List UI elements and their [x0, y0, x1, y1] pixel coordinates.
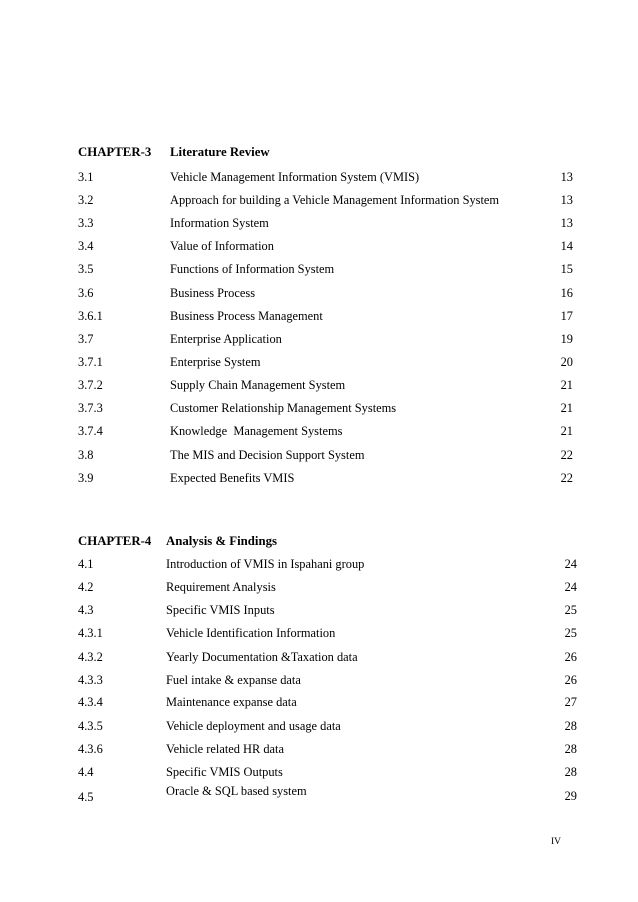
page-number: 14 [560, 239, 573, 253]
section-title: Vehicle Management Information System (VMIS) [170, 170, 420, 184]
toc-entry [0, 307, 638, 325]
section-title: Functions of Information System [170, 262, 335, 276]
section-number: 3.6 [78, 286, 94, 300]
page-number: 13 [560, 216, 573, 230]
section-title: Business Process Management [170, 309, 323, 323]
section-number: 4.3.1 [78, 626, 103, 640]
toc-entry [0, 422, 638, 440]
section-number: 3.4 [78, 239, 94, 253]
chapter-label: CHAPTER-3 [78, 145, 152, 159]
toc-entry [0, 446, 638, 464]
section-number: 3.7.2 [78, 378, 103, 392]
section-title: Supply Chain Management System [170, 378, 346, 392]
section-title: Vehicle deployment and usage data [166, 719, 341, 733]
section-title: Value of Information [170, 239, 274, 253]
toc-entry [0, 284, 638, 302]
page-number: 22 [560, 448, 573, 462]
section-number: 4.3.4 [78, 695, 103, 709]
section-title: Oracle & SQL based system [166, 784, 307, 798]
section-number: 4.4 [78, 765, 94, 779]
page-number: 26 [564, 650, 577, 664]
section-title: Introduction of VMIS in Ispahani group [166, 557, 365, 571]
page-number: 21 [560, 424, 573, 438]
toc-entry [0, 555, 638, 573]
section-number: 3.7.3 [78, 401, 103, 415]
toc-entry [0, 168, 638, 186]
section-title: Yearly Documentation &Taxation data [166, 650, 358, 664]
section-title: Information System [170, 216, 269, 230]
toc-entry [0, 578, 638, 596]
toc-entry [0, 237, 638, 255]
page-number: 24 [564, 580, 577, 594]
section-title: Customer Relationship Management Systems [170, 401, 397, 415]
page-number: 20 [560, 355, 573, 369]
footer-page-number: IV [551, 837, 562, 847]
toc-entry [0, 214, 638, 232]
page-number: 25 [564, 626, 577, 640]
section-number: 4.3.2 [78, 650, 103, 664]
section-title: Maintenance expanse data [166, 695, 297, 709]
chapter-label: CHAPTER-4 [78, 534, 152, 548]
section-number: 3.5 [78, 262, 94, 276]
section-number: 4.3.3 [78, 673, 103, 687]
page-number: 24 [564, 557, 577, 571]
toc-entry [0, 785, 638, 803]
page-number: 22 [560, 471, 573, 485]
section-title: Fuel intake & expanse data [166, 673, 301, 687]
section-number: 3.9 [78, 471, 94, 485]
section-title: Vehicle Identification Information [166, 626, 336, 640]
chapter-4-heading [0, 532, 638, 550]
chapter-title: Literature Review [170, 145, 270, 159]
section-title: Specific VMIS Inputs [166, 603, 275, 617]
section-number: 4.1 [78, 557, 94, 571]
page-number: 13 [560, 170, 573, 184]
toc-entry [0, 330, 638, 348]
toc-entry [0, 740, 638, 758]
page-number: 26 [564, 673, 577, 687]
toc-entry [0, 671, 638, 689]
section-title: The MIS and Decision Support System [170, 448, 365, 462]
toc-entry [0, 648, 638, 666]
section-number: 3.6.1 [78, 309, 103, 323]
section-title: Expected Benefits VMIS [170, 471, 295, 485]
toc-entry [0, 693, 638, 711]
toc-entry [0, 353, 638, 371]
chapter-3-heading [0, 143, 638, 161]
section-title: Requirement Analysis [166, 580, 276, 594]
page-number: 27 [564, 695, 577, 709]
section-number: 4.3.6 [78, 742, 103, 756]
toc-entry [0, 376, 638, 394]
page-number: 15 [560, 262, 573, 276]
page-number: 21 [560, 378, 573, 392]
section-title: Business Process [170, 286, 256, 300]
section-number: 3.3 [78, 216, 94, 230]
section-number: 4.3.5 [78, 719, 103, 733]
toc-entry [0, 601, 638, 619]
section-number: 3.7 [78, 332, 94, 346]
toc-entry [0, 624, 638, 642]
chapter-title: Analysis & Findings [166, 534, 277, 548]
section-title: Enterprise System [170, 355, 261, 369]
section-number: 3.8 [78, 448, 94, 462]
toc-entry [0, 469, 638, 487]
page-number: 19 [560, 332, 573, 346]
section-title: Enterprise Application [170, 332, 282, 346]
section-number: 3.7.1 [78, 355, 103, 369]
page-number: 25 [564, 603, 577, 617]
section-number: 3.2 [78, 193, 94, 207]
section-number: 3.7.4 [78, 424, 103, 438]
section-title: Specific VMIS Outputs [166, 765, 283, 779]
page-number: 28 [564, 765, 577, 779]
page-number: 28 [564, 719, 577, 733]
toc-entry [0, 763, 638, 781]
page-number: 28 [564, 742, 577, 756]
section-number: 4.2 [78, 580, 94, 594]
toc-entry [0, 717, 638, 735]
toc-entry [0, 191, 638, 209]
page-number: 21 [560, 401, 573, 415]
section-number: 3.1 [78, 170, 94, 184]
page-number: 29 [564, 789, 577, 803]
section-number: 4.3 [78, 603, 94, 617]
section-title: Vehicle related HR data [166, 742, 285, 756]
page-number: 17 [560, 309, 573, 323]
page-number: 13 [560, 193, 573, 207]
toc-entry [0, 260, 638, 278]
page-number: 16 [560, 286, 573, 300]
section-title: Approach for building a Vehicle Management Information System [170, 193, 500, 207]
section-number: 4.5 [78, 790, 94, 804]
toc-entry [0, 399, 638, 417]
section-title: Knowledge Management Systems [170, 424, 343, 438]
